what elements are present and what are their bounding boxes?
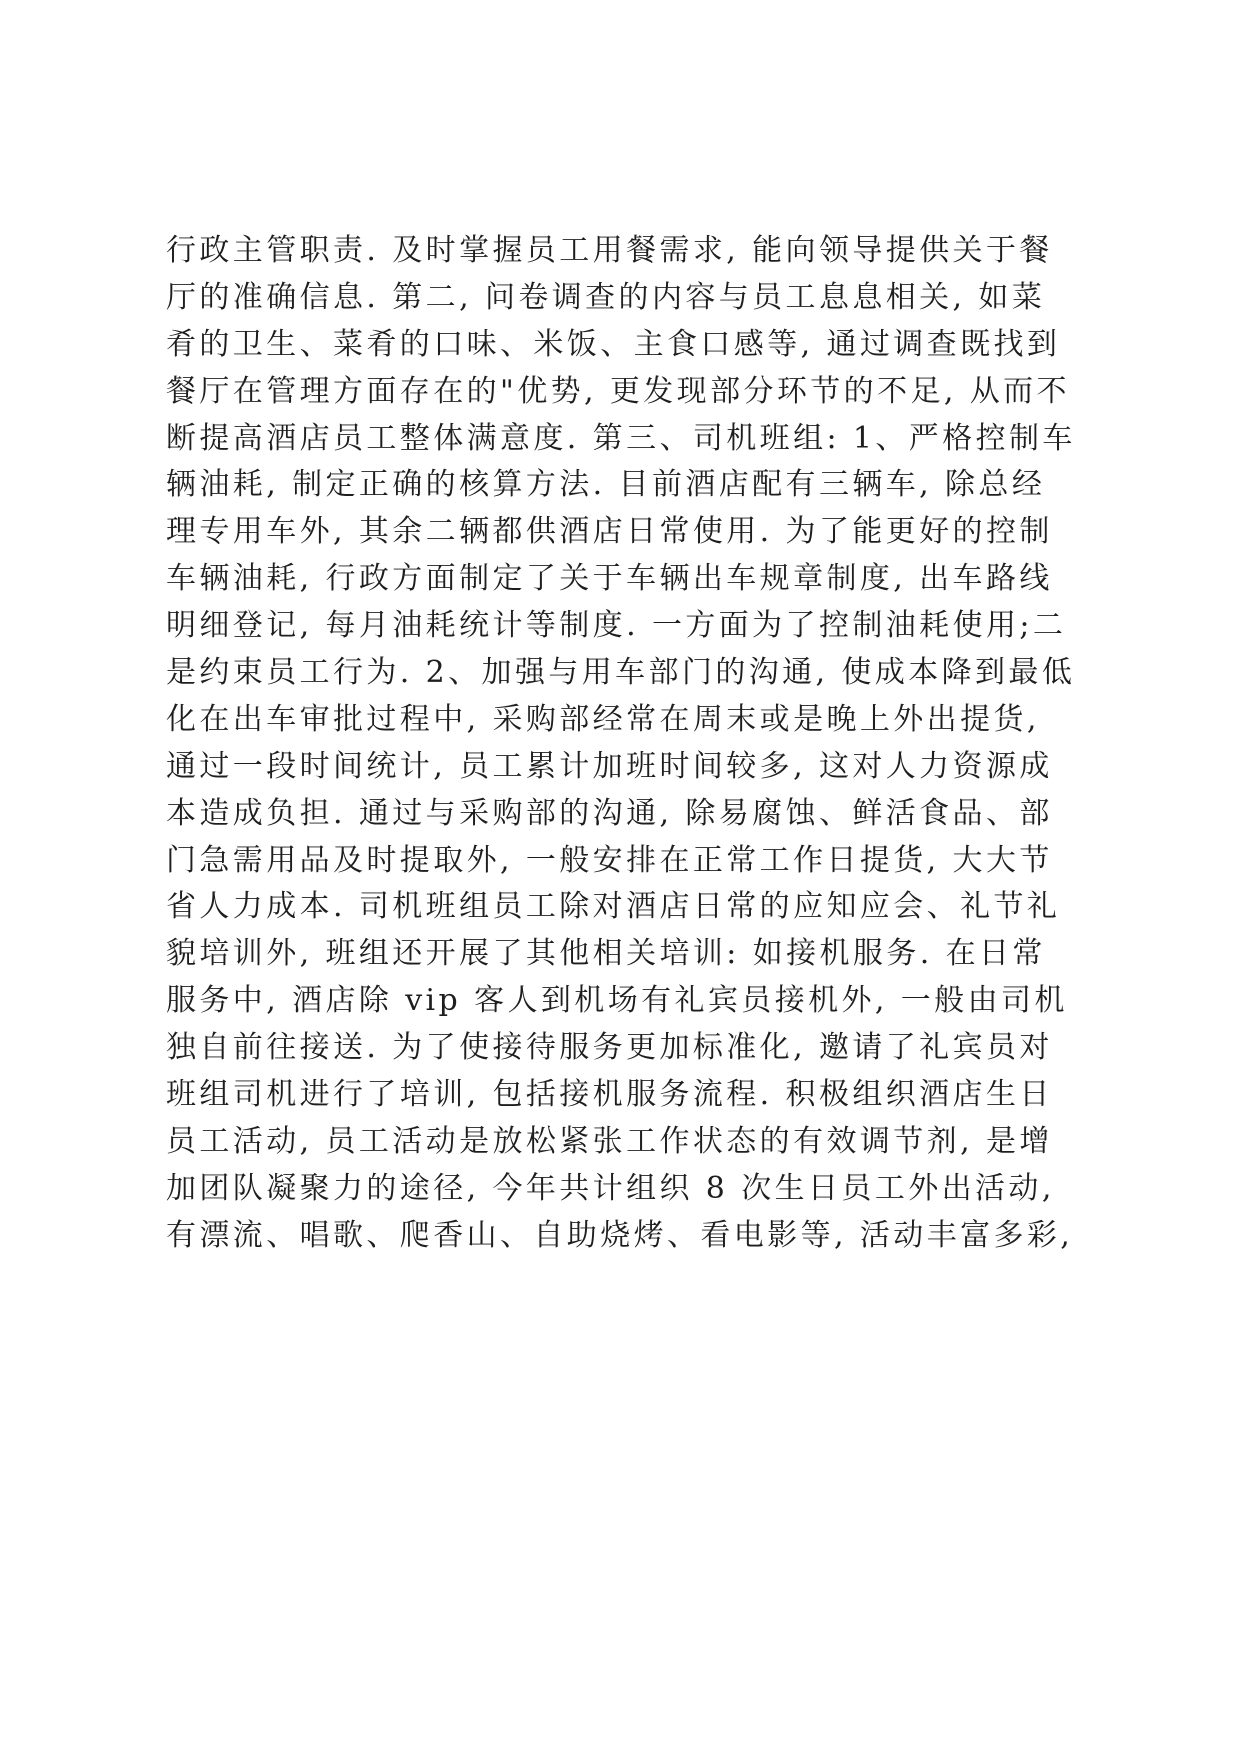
- text-line: 有漂流、唱歌、爬香山、自助烧烤、看电影等, 活动丰富多彩,: [166, 1217, 1074, 1253]
- text-line: 服务中, 酒店除 vip 客人到机场有礼宾员接机外, 一般由司机: [166, 983, 1068, 1019]
- text-line: 辆油耗, 制定正确的核算方法. 目前酒店配有三辆车, 除总经: [166, 467, 1046, 503]
- text-line: 厅的准确信息. 第二, 问卷调查的内容与员工息息相关, 如菜: [166, 279, 1046, 315]
- text-line: 理专用车外, 其余二辆都供酒店日常使用. 为了能更好的控制: [166, 514, 1053, 550]
- text-line: 通过一段时间统计, 员工累计加班时间较多, 这对人力资源成: [166, 748, 1053, 784]
- body-text: [166, 228, 1086, 1260]
- text-line: 化在出车审批过程中, 采购部经常在周末或是晚上外出提货,: [166, 701, 1040, 737]
- text-line: 加团队凝聚力的途径, 今年共计组织 8 次生日员工外出活动,: [166, 1170, 1055, 1206]
- text-line: 独自前往接送. 为了使接待服务更加标准化, 邀请了礼宾员对: [166, 1030, 1053, 1066]
- text-line: 省人力成本. 司机班组员工除对酒店日常的应知应会、礼节礼: [166, 889, 1061, 925]
- text-line: 断提高酒店员工整体满意度. 第三、司机班组: 1、严格控制车: [166, 420, 1076, 456]
- text-line: 餐厅在管理方面存在的"优势, 更发现部分环节的不足, 从而不: [166, 373, 1070, 409]
- text-line: 车辆油耗, 行政方面制定了关于车辆出车规章制度, 出车路线: [166, 561, 1053, 597]
- text-line: 貌培训外, 班组还开展了其他相关培训: 如接机服务. 在日常: [166, 936, 1046, 972]
- text-line: 行政主管职责. 及时掌握员工用餐需求, 能向领导提供关于餐: [166, 233, 1053, 268]
- text-line: 门急需用品及时提取外, 一般安排在正常工作日提货, 大大节: [166, 842, 1053, 878]
- text-line: 班组司机进行了培训, 包括接机服务流程. 积极组织酒店生日: [166, 1077, 1053, 1113]
- text-line: 明细登记, 每月油耗统计等制度. 一方面为了控制油耗使用;二: [166, 608, 1067, 644]
- text-line: 员工活动, 员工活动是放松紧张工作状态的有效调节剂, 是增: [166, 1123, 1053, 1159]
- text-line: 肴的卫生、菜肴的口味、米饭、主食口感等, 通过调查既找到: [166, 326, 1061, 362]
- text-line: 是约束员工行为. 2、加强与用车部门的沟通, 使成本降到最低: [166, 655, 1076, 691]
- text-line: 本造成负担. 通过与采购部的沟通, 除易腐蚀、鲜活食品、部: [166, 795, 1053, 831]
